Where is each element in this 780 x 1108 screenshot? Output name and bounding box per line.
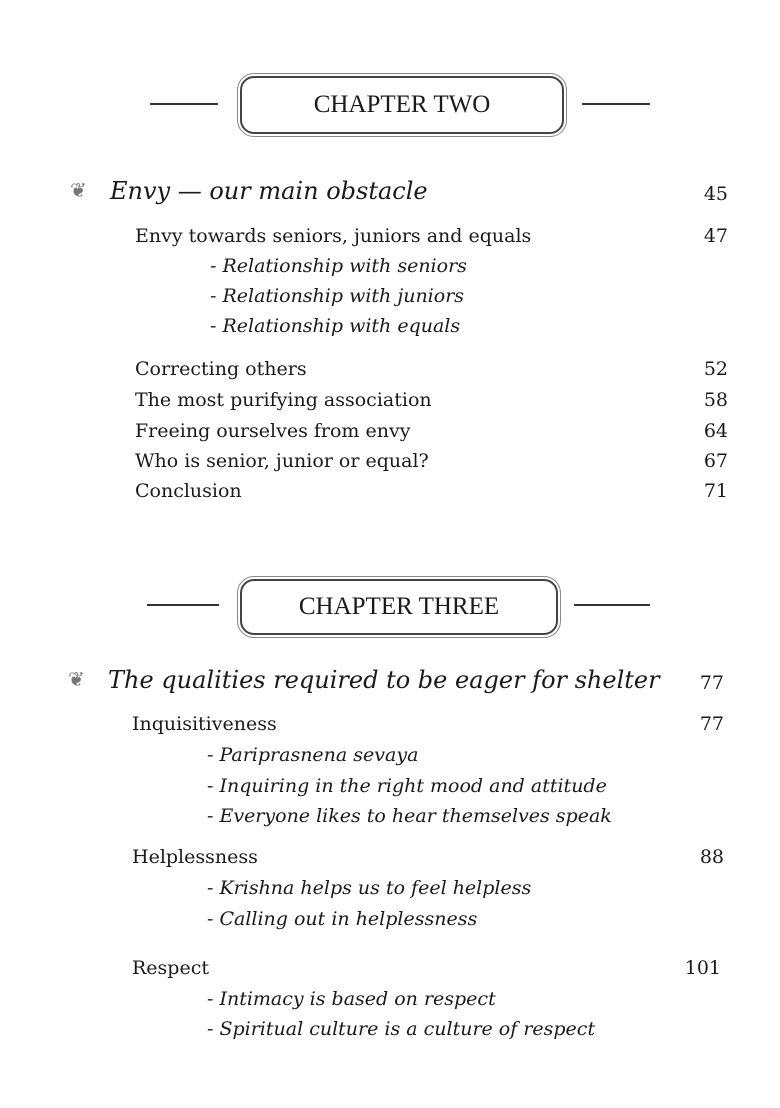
divider-line <box>574 604 650 606</box>
toc-subentry: - Inquiring in the right mood and attitude <box>207 775 607 797</box>
toc-subentry: - Spiritual culture is a culture of respect <box>207 1018 596 1040</box>
page-number: 77 <box>699 672 724 694</box>
chapter-title: CHAPTER TWO <box>313 91 491 118</box>
divider-line <box>150 103 218 105</box>
chapter-three-banner <box>240 579 558 635</box>
toc-subentry: - Relationship with equals <box>210 315 461 337</box>
page-number: 64 <box>703 420 728 442</box>
page-number: 58 <box>703 389 728 411</box>
page-number: 52 <box>703 358 728 380</box>
toc-entry: Correcting others <box>135 358 307 380</box>
toc-entry: Inquisitiveness <box>132 713 277 735</box>
toc-entry: Helplessness <box>132 846 258 868</box>
toc-subentry: - Everyone likes to hear themselves speak <box>207 805 612 827</box>
page-number: 71 <box>703 480 728 502</box>
section-title: The qualities required to be eager for shelter <box>108 666 660 694</box>
toc-subentry: - Krishna helps us to feel helpless <box>207 877 532 899</box>
toc-entry: Freeing ourselves from envy <box>135 420 411 442</box>
floral-ornament-icon: ❦ <box>70 178 87 202</box>
page-number: 45 <box>703 183 728 205</box>
floral-ornament-icon: ❦ <box>68 667 85 691</box>
divider-line <box>582 103 650 105</box>
toc-entry: Envy towards seniors, juniors and equals <box>135 225 532 247</box>
chapter-title: CHAPTER THREE <box>298 593 500 620</box>
toc-subentry: - Relationship with seniors <box>210 255 467 277</box>
divider-line <box>147 604 219 606</box>
toc-subentry: - Pariprasnena sevaya <box>207 744 419 766</box>
toc-entry: Respect <box>132 957 209 979</box>
toc-entry: Who is senior, junior or equal? <box>135 450 429 472</box>
toc-entry: Conclusion <box>135 480 242 502</box>
toc-subentry: - Relationship with juniors <box>210 285 465 307</box>
toc-subentry: - Intimacy is based on respect <box>207 988 496 1010</box>
section-title: Envy — our main obstacle <box>110 177 428 205</box>
page-number: 77 <box>699 713 724 735</box>
page-number: 67 <box>703 450 728 472</box>
chapter-two-banner <box>240 76 564 134</box>
toc-subentry: - Calling out in helplessness <box>207 908 478 930</box>
page-number: 47 <box>703 225 728 247</box>
toc-entry: The most purifying association <box>135 389 432 411</box>
page-number: 101 <box>684 957 721 979</box>
page-number: 88 <box>699 846 724 868</box>
